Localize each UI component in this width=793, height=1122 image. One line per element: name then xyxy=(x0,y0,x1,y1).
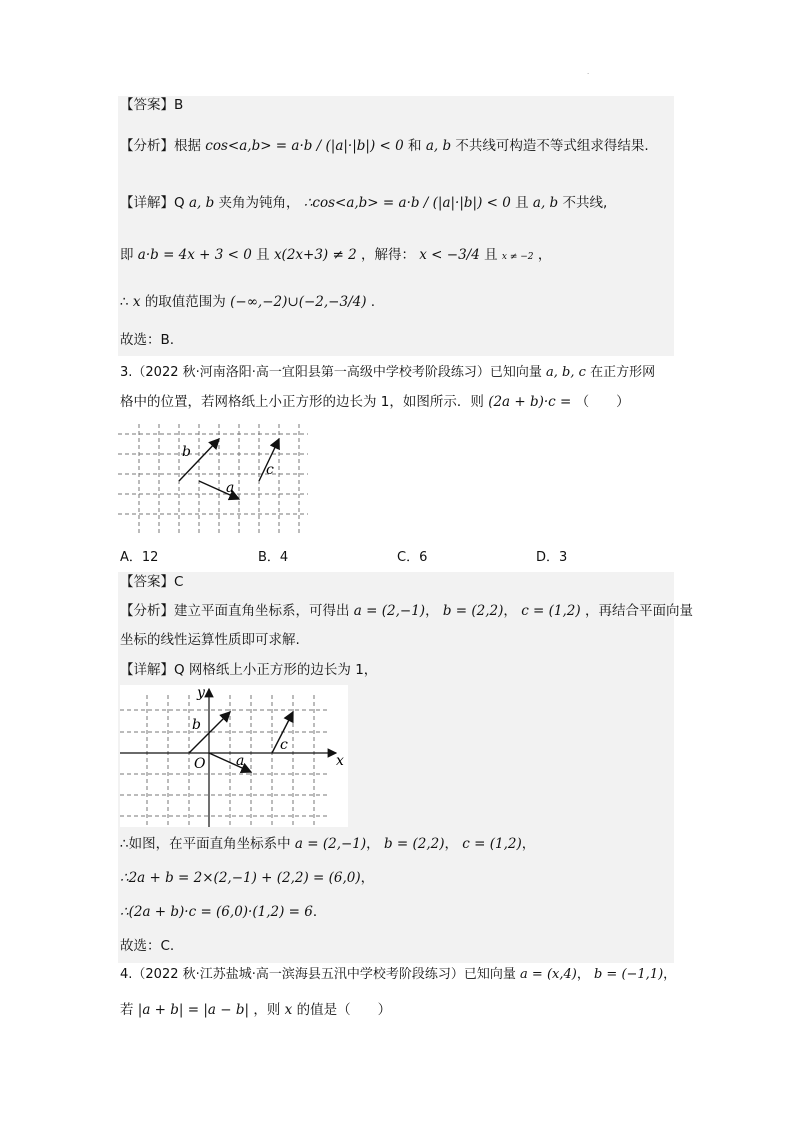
coord-vector-b-label: b xyxy=(192,717,201,733)
vector-c-label: c xyxy=(266,462,274,478)
q2-line2-mid: ，解得： xyxy=(360,247,415,263)
q3-analysis-prefix: 【分析】建立平面直角坐标系，可得出 xyxy=(120,603,350,619)
q3-option-a[interactable]: A．12 xyxy=(120,550,159,565)
q3-detail: 【详解】Q 网格纸上小正方形的边长为 1， xyxy=(120,662,378,678)
q3-coord-prefix: ∴如图，在平面直角坐标系中 xyxy=(120,836,291,852)
solution-block-q2 xyxy=(118,96,674,356)
q3-stem2-end: （ ） xyxy=(575,394,630,410)
coord-label-origin: O xyxy=(194,756,206,772)
grid-lines xyxy=(118,424,308,534)
q3-analysis-a: a = (2,−1) xyxy=(353,603,426,619)
q3-option-c[interactable]: C．6 xyxy=(397,550,428,565)
vector-b-label: b xyxy=(182,444,191,460)
q2-line3-end: . xyxy=(370,294,376,310)
q2-line3-prefix: ∴ xyxy=(120,294,129,310)
q2-line3 xyxy=(120,293,375,311)
q2-analysis-formula: cos<a,b> = a·b / (|a|·|b|) < 0 xyxy=(205,138,404,154)
q2-detail-prefix: 【详解】Q xyxy=(120,195,185,211)
q2-line2-and: 且 xyxy=(256,247,270,263)
q3-coord-b: b = (2,2) xyxy=(383,836,445,852)
q4-stem-line1: 4.（2022 秋·江苏盐城·高一滨海县五汛中学校考阶段练习）已知向量 a = (x,4)， b = (−1,1)， xyxy=(120,967,677,982)
coord-vector-c-label: c xyxy=(280,737,288,753)
q2-line2-and2: 且 xyxy=(484,247,498,263)
q2-line2-end: ， xyxy=(537,247,552,263)
q4-stem2-math: |a + b| = |a − b| xyxy=(137,1002,250,1018)
q3-stem2-math: (2a + b)·c = xyxy=(488,394,572,410)
q4-stem2-end: 的值是（ ） xyxy=(296,1002,392,1018)
q4-stem2-mid: ，则 xyxy=(253,1002,281,1018)
q3-stem-line2 xyxy=(120,393,630,411)
q2-analysis-suffix: 不共线可构造不等式组求得结果. xyxy=(455,138,649,154)
q3-stem2-text: 格中的位置，若网格纸上小正方形的边长为 1，如图所示．则 xyxy=(120,394,484,410)
q2-detail-vectors2: a, b xyxy=(532,195,559,211)
q3-analysis-end: ，再结合平面向量 xyxy=(584,603,693,619)
q2-answer: 【答案】B xyxy=(120,97,184,113)
q3-stem1-text: 3.（2022 秋·河南洛阳·高一宜阳县第一高级中学校考阶段练习）已知向量 xyxy=(120,365,542,380)
q4-stem1-text: 4.（2022 秋·江苏盐城·高一滨海县五汛中学校考阶段练习）已知向量 xyxy=(120,967,516,982)
q2-line3-range: (−∞,−2)∪(−2,−3/4) xyxy=(230,294,367,310)
q4-stem1-b: b = (−1,1) xyxy=(593,967,664,982)
q2-line3-var: x xyxy=(132,294,141,310)
q3-grid-figure xyxy=(118,424,308,534)
q2-detail-formula: ∴cos<a,b> = a·b / (|a|·|b|) < 0 xyxy=(303,195,511,211)
q2-analysis-and: 和 xyxy=(408,138,422,154)
q3-option-d[interactable]: D．3 xyxy=(536,550,568,565)
q2-line2 xyxy=(120,246,551,266)
q3-analysis: 【分析】建立平面直角坐标系，可得出 a = (2,−1)， b = (2,2)， c = (1,2) ，再结合平面向量 xyxy=(120,603,693,619)
vector-a-label: a xyxy=(226,480,235,496)
q2-analysis-prefix: 【分析】根据 xyxy=(120,138,201,154)
q2-line2-math2: x(2x+3) ≠ 2 xyxy=(273,247,357,263)
q3-answer: 【答案】C xyxy=(120,574,184,590)
q2-line2-math3: x < −3/4 xyxy=(419,247,480,263)
q3-calc1-math: ∴2a + b = 2×(2,−1) + (2,2) = (6,0) xyxy=(120,870,361,886)
q3-choice: 故选：C. xyxy=(120,938,175,954)
coord-vector-a-label: a xyxy=(236,753,245,769)
q2-line2-math4: x ≠ −2 xyxy=(501,252,534,262)
q3-analysis-b: b = (2,2) xyxy=(442,603,504,619)
q3-calc2: ∴(2a + b)·c = (6,0)·(1,2) = 6． xyxy=(120,904,327,920)
q2-line3-text: 的取值范围为 xyxy=(144,294,226,310)
q2-detail xyxy=(120,194,607,212)
q3-coord-line: ∴如图，在平面直角坐标系中 a = (2,−1)， b = (2,2)， c = (1,2)， xyxy=(120,836,536,852)
q3-stem1-end: 在正方形网 xyxy=(590,365,656,380)
q3-coord-a: a = (2,−1) xyxy=(294,836,367,852)
q2-analysis xyxy=(120,137,649,155)
q4-stem2-var: x xyxy=(284,1002,293,1018)
q4-stem1-a: a = (x,4) xyxy=(520,967,577,982)
coord-label-x: x xyxy=(336,753,344,769)
q2-detail-text2: 不共线, xyxy=(562,195,608,211)
q3-calc2-math: ∴(2a + b)·c = (6,0)·(1,2) = 6 xyxy=(120,904,313,920)
q3-analysis-line2: 坐标的线性运算性质即可求解. xyxy=(120,632,300,648)
q3-stem-line1 xyxy=(120,364,655,382)
q2-line2-prefix: 即 xyxy=(120,247,134,263)
q2-line2-math1: a·b = 4x + 3 < 0 xyxy=(137,247,252,263)
q3-calc1: ∴2a + b = 2×(2,−1) + (2,2) = (6,0)， xyxy=(120,870,375,886)
q2-detail-and: 且 xyxy=(515,195,529,211)
q3-option-b[interactable]: B．4 xyxy=(258,550,289,565)
q2-analysis-vectors: a, b xyxy=(425,138,452,154)
q4-stem2-prefix: 若 xyxy=(120,1002,134,1018)
q2-detail-text1: 夹角为钝角， xyxy=(218,195,300,211)
page-mark: · xyxy=(587,70,590,78)
coord-label-y: y xyxy=(197,685,205,701)
q3-analysis-c: c = (1,2) xyxy=(521,603,581,619)
q2-detail-vectors: a, b xyxy=(188,195,215,211)
q3-coordinate-figure xyxy=(120,685,348,827)
q4-stem-line2 xyxy=(120,1001,391,1019)
q3-stem1-vectors: a, b, c xyxy=(546,365,586,380)
q3-coord-c: c = (1,2) xyxy=(462,836,522,852)
q2-choice: 故选：B. xyxy=(120,332,175,348)
